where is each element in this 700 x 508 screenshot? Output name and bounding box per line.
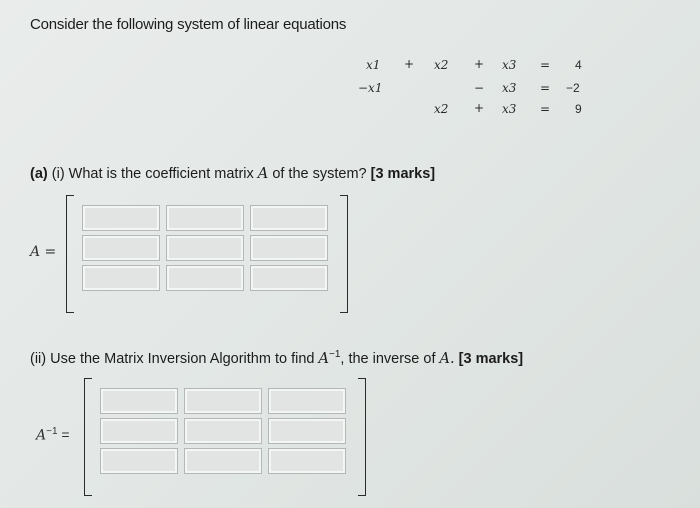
matrix-ainv-cell-1-2[interactable] bbox=[184, 388, 262, 414]
matrix-ainv-cell-2-2[interactable] bbox=[184, 418, 262, 444]
eq3-x2: x2 bbox=[434, 102, 449, 116]
matrix-ainv-cell-3-3[interactable] bbox=[268, 448, 346, 474]
question-a-rest: of the system? bbox=[272, 166, 367, 182]
question-a-part: (a) bbox=[30, 166, 48, 182]
matrix-ainv-left-bracket bbox=[84, 378, 92, 496]
matrix-a-cell-3-2[interactable] bbox=[166, 265, 244, 291]
eq1-plus1: + bbox=[404, 57, 415, 71]
eq1-equals: = bbox=[540, 58, 551, 72]
matrix-ainv-cell-1-3[interactable] bbox=[268, 388, 346, 414]
eq3-plus: + bbox=[474, 101, 485, 115]
eq1-x2: x2 bbox=[434, 58, 449, 72]
question-a-sub: (i) What is the coefficient matrix bbox=[51, 166, 254, 182]
matrix-ainv-label-eq: = bbox=[61, 426, 70, 443]
matrix-ainv-cell-1-1[interactable] bbox=[100, 388, 178, 414]
matrix-a-label: A = bbox=[30, 244, 57, 260]
eq1-x1: x1 bbox=[366, 58, 381, 72]
question-b-text bbox=[30, 349, 523, 367]
matrix-ainv-grid bbox=[100, 388, 348, 474]
matrix-a-cell-1-2[interactable] bbox=[166, 205, 244, 231]
matrix-ainv-cell-2-3[interactable] bbox=[268, 418, 346, 444]
eq2-neg-x1: −x1 bbox=[358, 81, 383, 95]
eq1-rhs: 4 bbox=[575, 58, 582, 72]
question-a-text bbox=[30, 166, 435, 182]
matrix-ainv-cell-2-1[interactable] bbox=[100, 418, 178, 444]
eq3-rhs: 9 bbox=[575, 102, 582, 116]
eq3-x3: x3 bbox=[502, 102, 517, 116]
eq2-x3: x3 bbox=[502, 81, 517, 95]
question-b-marks: [3 marks] bbox=[458, 350, 524, 367]
question-a-var: A bbox=[257, 166, 269, 182]
matrix-a-cell-2-1[interactable] bbox=[82, 235, 160, 261]
eq3-equals: = bbox=[540, 102, 551, 116]
matrix-a-cell-3-3[interactable] bbox=[250, 265, 328, 291]
question-b-var2: A. bbox=[439, 350, 455, 367]
matrix-a-cell-1-3[interactable] bbox=[250, 205, 328, 231]
matrix-a-cell-2-2[interactable] bbox=[166, 235, 244, 261]
matrix-ainv-cell-3-2[interactable] bbox=[184, 448, 262, 474]
eq1-x3: x3 bbox=[502, 58, 517, 72]
matrix-ainv-label-sup: −1 bbox=[46, 426, 58, 437]
eq2-minus: − bbox=[474, 81, 485, 95]
eq2-rhs: −2 bbox=[566, 81, 580, 95]
matrix-a-cell-3-1[interactable] bbox=[82, 265, 160, 291]
question-b-sup: −1 bbox=[328, 349, 341, 360]
matrix-a-cell-2-3[interactable] bbox=[250, 235, 328, 261]
question-a-marks: [3 marks] bbox=[370, 166, 436, 182]
question-b-var: A bbox=[318, 350, 329, 367]
eq2-equals: = bbox=[540, 81, 551, 95]
matrix-ainv-label bbox=[36, 426, 70, 444]
matrix-ainv-label-var: A bbox=[36, 427, 47, 444]
matrix-a-cell-1-1[interactable] bbox=[82, 205, 160, 231]
matrix-ainv-right-bracket bbox=[358, 378, 366, 496]
question-b-rest: , the inverse of bbox=[340, 350, 436, 367]
matrix-a-right-bracket bbox=[340, 195, 348, 313]
question-b-sub: (ii) Use the Matrix Inversion Algorithm to find bbox=[30, 350, 315, 367]
eq1-plus2: + bbox=[474, 57, 485, 71]
intro-text: Consider the following system of linear equations bbox=[30, 16, 347, 33]
matrix-a-left-bracket bbox=[66, 195, 74, 313]
matrix-a-grid bbox=[82, 205, 330, 291]
matrix-ainv-cell-3-1[interactable] bbox=[100, 448, 178, 474]
